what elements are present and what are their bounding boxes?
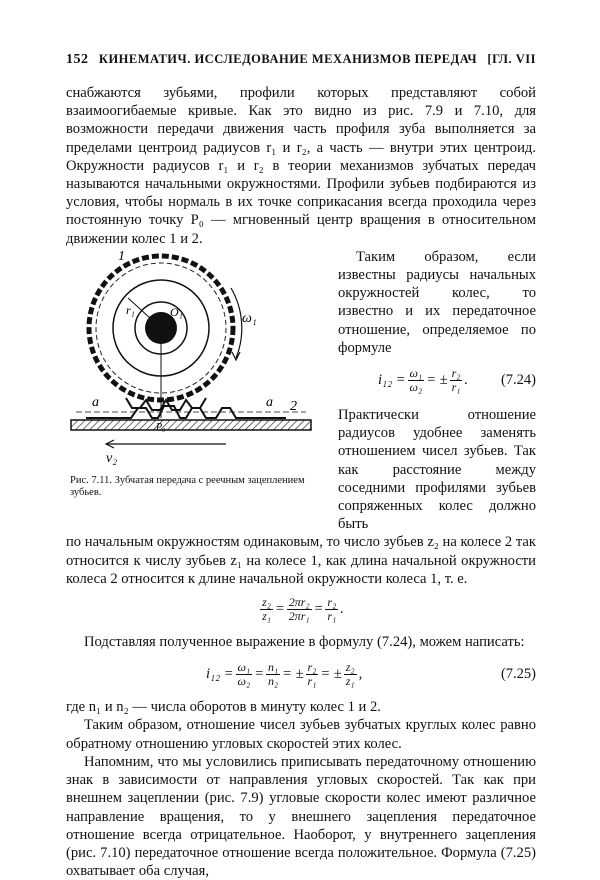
figure-7-11: [66, 248, 336, 534]
paragraph-5: Таким образом, отношение чисел зубьев зубчатых круглых колес равно обратному отношению угловых скоростей этих колес.: [66, 717, 536, 752]
label-center: O₁: [170, 304, 183, 319]
equation-7-25: [66, 661, 536, 688]
paragraph-1: снабжаются зубьями, профили которых представляют собой взаимоогибаемые кривые. Как это видно из рис. 7.9 и 7.10, для возможности передачи движения часть профиля зуба выполняется за пределами центроид радиусов r₁ и r₂, а часть — внутри этих центроид. Окружности радиусов r₁ и r₂ в теории механизмов зубчатых передач называются начальными окружностями. Профили зубьев подбираются из условия, чтобы нормаль в их точке соприкасания всегда проходила через постоянную точку P₀ — мгновенный центр вращения в относительном движении колес 1 и 2.: [66, 85, 536, 247]
eq725-f1-num: ω₁: [237, 660, 251, 675]
label-velocity: v₂: [106, 450, 118, 466]
ratio-tail: .: [340, 601, 344, 618]
rack-body: [71, 420, 311, 430]
eq725-eq1: =: [254, 666, 264, 683]
figure-row: [66, 248, 536, 534]
label-pole: P₀: [156, 421, 166, 433]
running-header: [66, 52, 536, 68]
eq725-f3-num: r₂: [307, 660, 317, 675]
ratio-eq2: =: [313, 601, 324, 618]
paragraph-3: Подставляя полученное выражение в формулу (7.24), можем написать:: [84, 634, 525, 651]
ratio-f2-num: 2πr₂: [288, 595, 310, 610]
eq725-f2-den: n₂: [267, 674, 279, 689]
label-a-left: a: [92, 394, 99, 410]
book-page: [66, 52, 536, 880]
label-wheel: 1: [118, 248, 125, 264]
right-text-1: Таким образом, если известны радиусы начальных окружностей колес, то известно и их передаточное отношение, определяемое по формуле: [338, 248, 536, 356]
eq725-lhs: i₁₂ =: [206, 666, 234, 683]
ratio-f2-den: 2πr₁: [288, 609, 310, 624]
figure-caption: Рис. 7.11. Зубчатая передача с реечным зацеплением зубьев.: [70, 474, 305, 498]
label-a-right: a: [266, 394, 273, 410]
right-text-2: Практически отношение радиусов удобнее заменять отношением чисел зубьев. Так как расстояние между соседними профилями зубьев сопряженных колес должно быть: [338, 407, 536, 533]
eq725-f4-num: z₂: [345, 660, 355, 675]
running-title: КИНЕМАТИЧ. ИССЛЕДОВАНИЕ МЕХАНИЗМОВ ПЕРЕДАЧ: [98, 52, 478, 66]
eq724-f2-num: r₂: [451, 366, 461, 381]
right-column: [336, 248, 536, 534]
paragraph-4: где n₁ и n₂ — числа оборотов в минуту колес 1 и 2.: [66, 699, 381, 716]
eq725-number: (7.25): [500, 666, 536, 683]
eq725-f1-den: ω₂: [237, 674, 251, 689]
paragraph-6: Напомним, что мы условились приписывать передаточному отношению знак в зависимости от направления угловых скоростей. Так как при внешнем зацеплении (рис. 7.9) угловые скорости колес имеют различное направление вращения, то у внешнего зацепления передаточное отношение всегда отрицательное. Наоборот, у внутреннего зацепления (рис. 7.10) передаточное отношение всегда положительное. Формула (7.25) охватывает оба случая,: [66, 753, 536, 880]
eq724-f1-den: ω₂: [409, 380, 423, 395]
eq724-lhs: i₁₂ =: [378, 372, 406, 389]
eq724-f1-num: ω₁: [409, 366, 423, 381]
label-rack: 2: [290, 398, 297, 414]
page-number: 152: [66, 52, 89, 67]
eq724-mid: = ±: [426, 372, 448, 389]
ratio-f3-num: r₂: [327, 595, 337, 610]
eq725-f3-den: r₁: [307, 674, 317, 689]
label-radius: r₁: [126, 302, 135, 317]
eq725-f2-num: n₁: [267, 660, 279, 675]
gear-rack-drawing: [66, 248, 336, 473]
ratio-eq1: =: [274, 601, 285, 618]
chapter-mark: [ГЛ. VII: [487, 52, 536, 66]
label-omega: ω₁: [242, 310, 257, 326]
equation-7-24: [338, 367, 536, 394]
equation-ratio: [66, 596, 536, 623]
eq724-tail: .: [464, 372, 469, 389]
ratio-f3-den: r₁: [327, 609, 337, 624]
ratio-f1-num: z₂: [262, 595, 271, 610]
ratio-f1-den: z₁: [262, 609, 271, 624]
eq724-f2-den: r₁: [451, 380, 461, 395]
eq725-eq3: = ±: [320, 666, 342, 683]
eq724-number: (7.24): [500, 372, 536, 389]
paragraph-2: по начальным окружностям одинаковым, то число зубьев z₂ на колесе 2 так относится к числу зубьев z₁ на колесе 1, как длина начальной окружности колеса 2 относится к длине начальной окружности колеса 1, т. е.: [66, 534, 536, 587]
eq725-tail: ,: [358, 666, 363, 683]
eq725-f4-den: z₁: [345, 674, 355, 689]
eq725-eq2: = ±: [282, 666, 304, 683]
